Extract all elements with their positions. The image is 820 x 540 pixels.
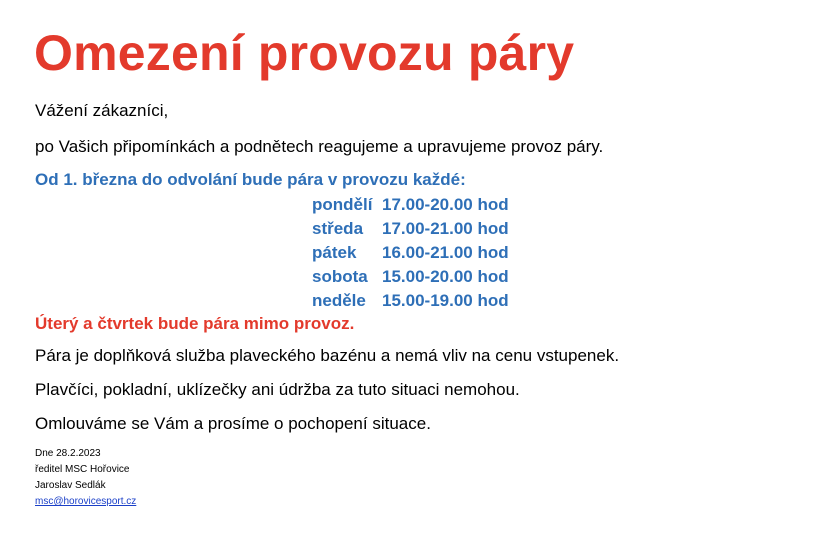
intro-paragraph: po Vašich připomínkách a podnětech reagujeme a upravujeme provoz páry. (35, 137, 604, 156)
signature-block (35, 446, 136, 510)
paragraph-apology: Omlouváme se Vám a prosíme o pochopení situace. (35, 414, 431, 433)
footer-date: Dne 28.2.2023 (35, 448, 101, 459)
closed-notice: Úterý a čtvrtek bude pára mimo provoz. (35, 314, 355, 333)
schedule-time: 17.00-21.00 hod (382, 219, 509, 238)
schedule-row (312, 289, 542, 313)
page-title: Omezení provozu páry (34, 25, 575, 81)
schedule-day: středa (312, 219, 364, 238)
schedule-time: 15.00-19.00 hod (382, 291, 509, 310)
schedule-day: pondělí (312, 195, 373, 214)
schedule-heading: Od 1. března do odvolání bude pára v provozu každé: (35, 170, 466, 189)
schedule-row (312, 193, 542, 217)
schedule-day: neděle (312, 291, 366, 310)
footer-role: ředitel MSC Hořovice (35, 464, 130, 475)
greeting: Vážení zákazníci, (35, 101, 169, 120)
footer-name: Jaroslav Sedlák (35, 480, 106, 491)
schedule-row (312, 217, 542, 241)
schedule-time: 15.00-20.00 hod (382, 267, 509, 286)
schedule-table (312, 193, 542, 313)
paragraph-staff: Plavčíci, pokladní, uklízečky ani údržba za tuto situaci nemohou. (35, 380, 520, 399)
schedule-time: 17.00-20.00 hod (382, 195, 509, 214)
paragraph-service: Pára je doplňková služba plaveckého bazénu a nemá vliv na cenu vstupenek. (35, 346, 620, 365)
schedule-day: pátek (312, 243, 357, 262)
schedule-row (312, 241, 542, 265)
email-link[interactable]: msc@horovicesport.cz (35, 496, 137, 507)
schedule-day: sobota (312, 267, 368, 286)
schedule-row (312, 265, 542, 289)
schedule-time: 16.00-21.00 hod (382, 243, 509, 262)
